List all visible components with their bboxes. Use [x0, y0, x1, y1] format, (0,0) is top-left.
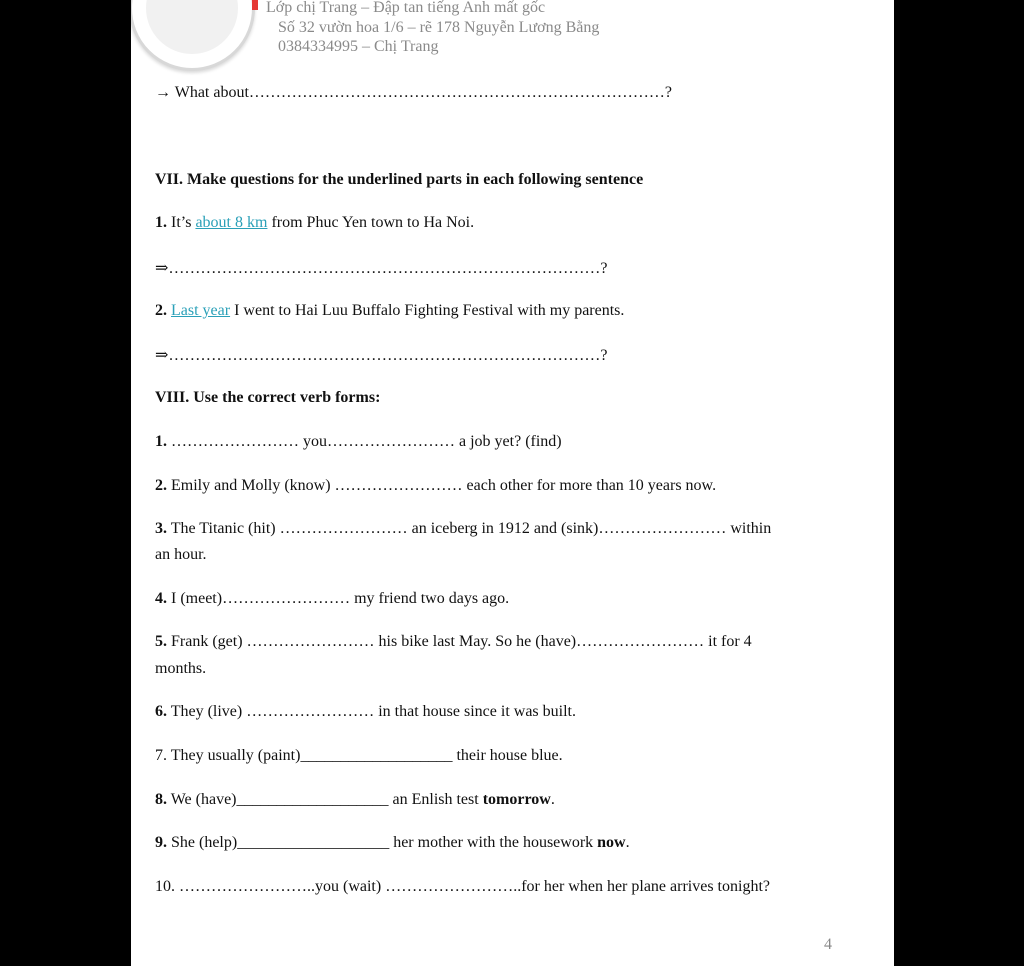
item-number: 1. — [155, 214, 167, 231]
question-7-1 — [155, 214, 474, 232]
exercise-8-8 — [155, 791, 555, 809]
text: She (help)___________________ her mother with the housework — [167, 834, 598, 851]
exercise-8-6 — [155, 703, 576, 721]
exercise-8-2 — [155, 477, 716, 495]
question-7-2 — [155, 302, 624, 320]
item-number: 4. — [155, 590, 167, 607]
text: It’s — [167, 214, 196, 231]
item-number: 9. — [155, 834, 167, 851]
exercise-8-4 — [155, 590, 509, 608]
exercise-8-5-continued: months. — [155, 660, 207, 677]
text: Emily and Molly (know) …………………… each other for more than 10 years now. — [167, 477, 717, 494]
item-number: 2. — [155, 302, 167, 319]
item-number: 1. — [155, 433, 167, 450]
item-number: 2. — [155, 477, 167, 494]
logo — [131, 0, 255, 71]
text: We (have)___________________ an Enlish test — [167, 791, 483, 808]
item-number: 8. — [155, 791, 167, 808]
header-line-3: 0384334995 – Chị Trang — [278, 38, 439, 55]
exercise-8-7: 7. They usually (paint)___________________ their house blue. — [155, 747, 563, 764]
text: They (live) …………………… in that house since it was built. — [167, 703, 576, 720]
item-number: 3. — [155, 520, 167, 537]
exercise-8-3 — [155, 520, 771, 538]
emphasis-word: tomorrow — [482, 791, 551, 808]
exercise-8-3-continued: an hour. — [155, 546, 207, 563]
answer-line-7-1: ⇒………………………………………………………………………? — [155, 260, 608, 277]
underlined-part: about 8 km — [195, 214, 268, 231]
item-number: 6. — [155, 703, 167, 720]
text: from Phuc Yen town to Ha Noi. — [267, 214, 475, 231]
text: The Titanic (hit) …………………… an iceberg in 1912 and (sink)…………………… within — [167, 520, 772, 537]
emphasis-word: now — [597, 834, 626, 851]
underlined-part: Last year — [171, 302, 231, 319]
answer-line-7-2: ⇒………………………………………………………………………? — [155, 347, 608, 364]
page-number: 4 — [824, 936, 832, 953]
section-7-title: VII. Make questions for the underlined parts in each following sentence — [155, 171, 644, 188]
header-line-2: Số 32 vườn hoa 1/6 – rẽ 178 Nguyễn Lương Bằng — [278, 19, 600, 36]
text: I went to Hai Luu Buffalo Fighting Festival with my parents. — [230, 302, 625, 319]
exercise-8-5 — [155, 633, 752, 651]
text: I (meet)…………………… my friend two days ago. — [167, 590, 510, 607]
header-line-1: Lớp chị Trang – Đập tan tiếng Anh mất gốc — [266, 0, 546, 16]
logo-accent — [252, 0, 258, 10]
item-number: 5. — [155, 633, 167, 650]
text: …………………… you…………………… a job yet? (find) — [167, 433, 562, 450]
exercise-8-9 — [155, 834, 630, 852]
exercise-8-10: 10. ……………………..you (wait) ……………………..for her when her plane arrives tonight? — [155, 878, 770, 895]
text: Frank (get) …………………… his bike last May. So he (have)…………………… it for 4 — [167, 633, 752, 650]
text: . — [550, 791, 555, 808]
section-8-title: VIII. Use the correct verb forms: — [155, 389, 381, 406]
previous-answer-line: → What about……………………………………………………………………? — [155, 84, 673, 101]
logo-inner — [146, 0, 238, 54]
exercise-8-1 — [155, 433, 562, 451]
text: . — [625, 834, 630, 851]
document-page — [131, 0, 894, 966]
